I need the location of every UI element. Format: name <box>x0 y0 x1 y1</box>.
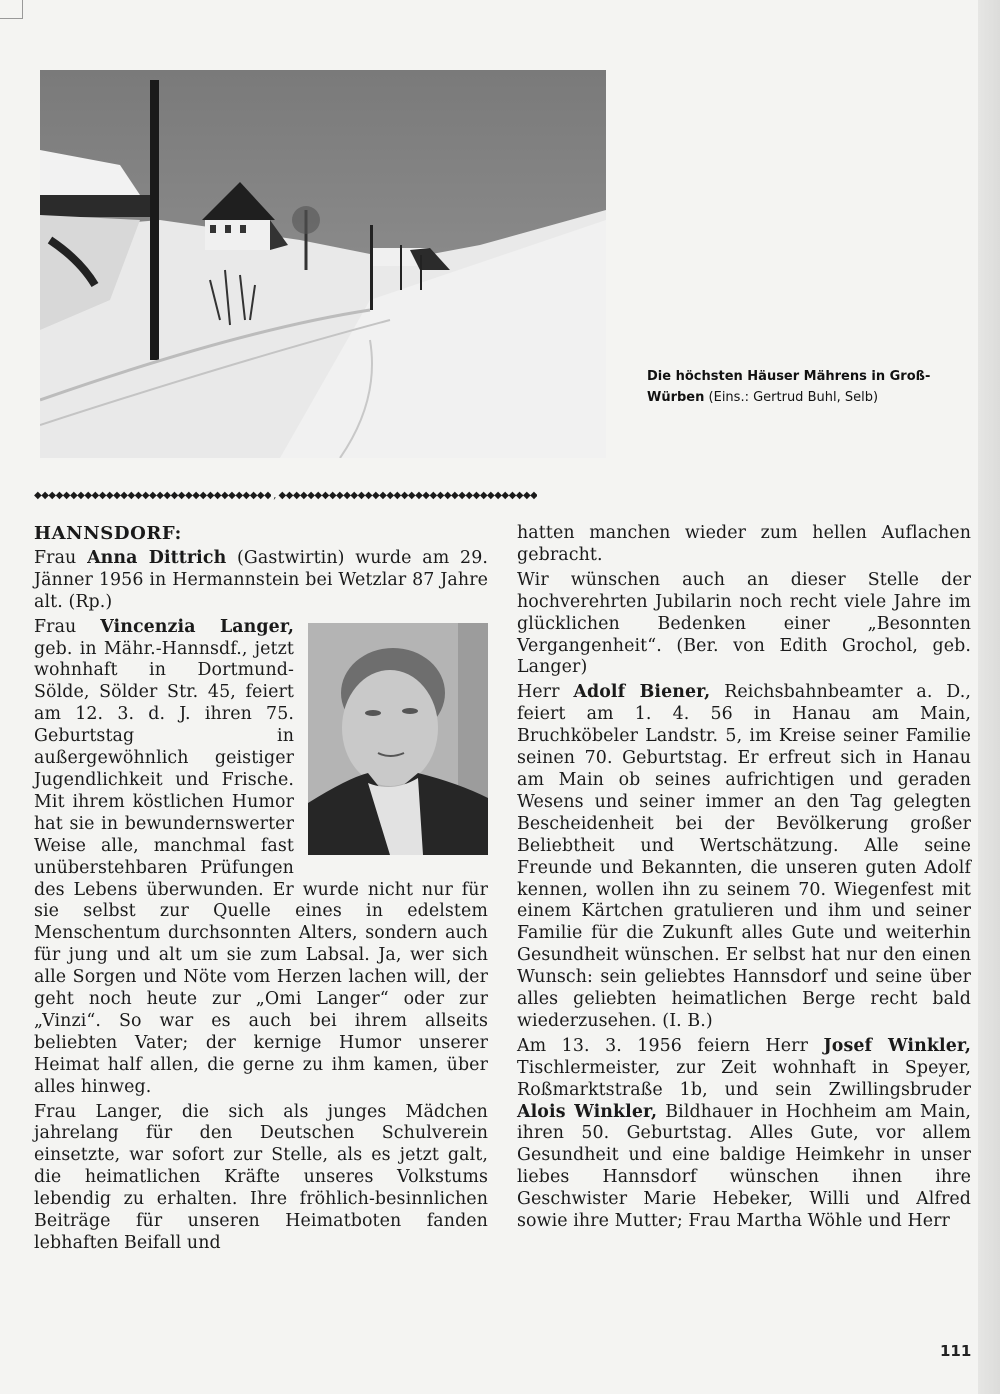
text: Tischlermeister, zur Zeit wohnhaft in Speyer, Roßmarktstraße 1b, und sein Zwillingsbruder <box>517 1057 971 1100</box>
text: Frau <box>34 547 88 568</box>
page-edge-shadow <box>978 0 1000 1394</box>
paragraph-winkler-twins <box>517 1036 971 1233</box>
divider-diamonds-left: ◆◆◆◆◆◆◆◆◆◆◆◆◆◆◆◆◆◆◆◆◆◆◆◆◆◆◆◆◆◆◆◆◆ <box>34 489 272 501</box>
paragraph-vincenzia-langer <box>34 617 488 1099</box>
text: (Gastwirtin) wurde am 29. Jänner 1956 in Hermannstein bei Wetzlar 87 Jahre alt. (Rp.) <box>34 547 488 612</box>
paragraph-anna-dittrich <box>34 548 488 614</box>
text: Bildhauer in Hochheim am Main, ihren 50. Geburtstag. Alles Gute, vor allem Gesundheit und eine baldige Heimkehr in unser liebes Hannsdorf wünschen ihnen ihre Geschwister Marie Hebeker, Willi und Alfred sowie ihre Mutter; Frau Martha Wöhle und Herr <box>517 1101 971 1232</box>
divider-gap-mark: , <box>273 489 277 501</box>
left-column <box>34 523 488 1258</box>
paragraph-continuation: hatten manchen wieder zum hellen Auflachen gebracht. <box>517 523 971 565</box>
text: Reichsbahnbeamter a. D., feiert am 1. 4. 56 in Hanau am Main, Bruchköbeler Landstr. 5, im Kreise seiner Familie seinen 70. Geburtstag. Er erfreut sich in Hanau am Main ob seines aufrichtigen und geraden Wesens und seiner immer an den Tag gelegten Bescheidenheit bei der Bevölkerung großer Beliebtheit und Wertschätzung. Alle seine Freunde und Bekannten, die unseren guten Adolf kennen, wollen ihn zu seinem 70. Wiegenfest mit einem Kärtchen gratulieren und ihm und seiner Familie für die Zukunft alles Gute und weiterhin Gesundheit wünschen. Er selbst hat nur den einen Wunsch: sein geliebtes Hannsdorf und seine über alles geliebten heimatlichen Berge recht bald wiederzusehen. (I. B.) <box>517 682 971 1031</box>
paragraph-wishes: Wir wünschen auch an dieser Stelle der hochverehrten Jubilarin noch recht viele Jahre im glücklichen Bedenken einer „Besonnten Vergangenheit“. (Ber. von Edith Grochol, geb. Langer) <box>517 569 971 678</box>
paragraph-adolf-biener <box>517 682 971 1033</box>
person-name: Alois Winkler, <box>517 1101 658 1122</box>
person-name: Vincenzia Langer, <box>100 616 294 637</box>
caption-credit: (Eins.: Gertrud Buhl, Selb) <box>708 390 879 405</box>
text: Frau <box>34 616 101 637</box>
right-column <box>517 523 971 1236</box>
paragraph-frau-langer: Frau Langer, die sich als junges Mädchen jahrelang für den Deutschen Schulverein einsetzte, war sofort zur Stelle, als es jetzt galt, die heimatlichen Kräfte unseres Volkstums lebendig zu erhalten. Ihre fröhlich-besinnlichen Beiträge für unseren Heimatboten fanden lebhaften Beifall und <box>34 1101 488 1253</box>
person-name: Anna Dittrich <box>87 547 227 568</box>
person-name: Josef Winkler, <box>823 1035 972 1056</box>
portrait-photo <box>308 623 488 855</box>
page-number: 111 <box>940 1342 972 1360</box>
diamond-divider <box>34 488 968 502</box>
text: Herr <box>517 682 574 703</box>
text: Am 13. 3. 1956 feiern Herr <box>517 1035 824 1056</box>
caption-title: Die höchsten Häuser Mährens in Groß-Würben <box>647 369 931 405</box>
snow-landscape-photo <box>40 70 606 458</box>
scan-corner-mark <box>0 0 23 19</box>
person-name: Adolf Biener, <box>573 682 711 703</box>
section-heading: HANNSDORF: <box>34 523 182 544</box>
text: geb. in Mähr.-Hannsdf., jetzt wohnhaft in Dortmund-Sölde, Sölder Str. 45, feiert am 12. 3. d. J. ihren 75. Geburtstag in außergewöhnlich geistiger Jugendlichkeit und Frische. Mit ihrem köstlichen Humor hat sie in bewundernswerter Weise alle, manchmal fast unüberstehbaren Prüfungen des Lebens überwunden. Er wurde nicht nur für sie selbst zur Quelle eines in edelstem Menschentum durchsonnten Alters, sondern auch für jung und alt um sie zum Labsal. Ja, wer sich alle Sorgen und Nöte vom Herzen lachen will, der geht noch heute zur „Omi Langer“ oder zur „Vinzi“. So war es auch bei ihrem allseits beliebten Vater; der kernige Humor unserer Heimat half allen, die gerne zu ihm kamen, über alles hinweg. <box>34 638 488 1097</box>
divider-diamonds-right: ◆◆◆◆◆◆◆◆◆◆◆◆◆◆◆◆◆◆◆◆◆◆◆◆◆◆◆◆◆◆◆◆◆◆◆◆ <box>278 489 538 501</box>
photo-caption <box>647 366 967 408</box>
